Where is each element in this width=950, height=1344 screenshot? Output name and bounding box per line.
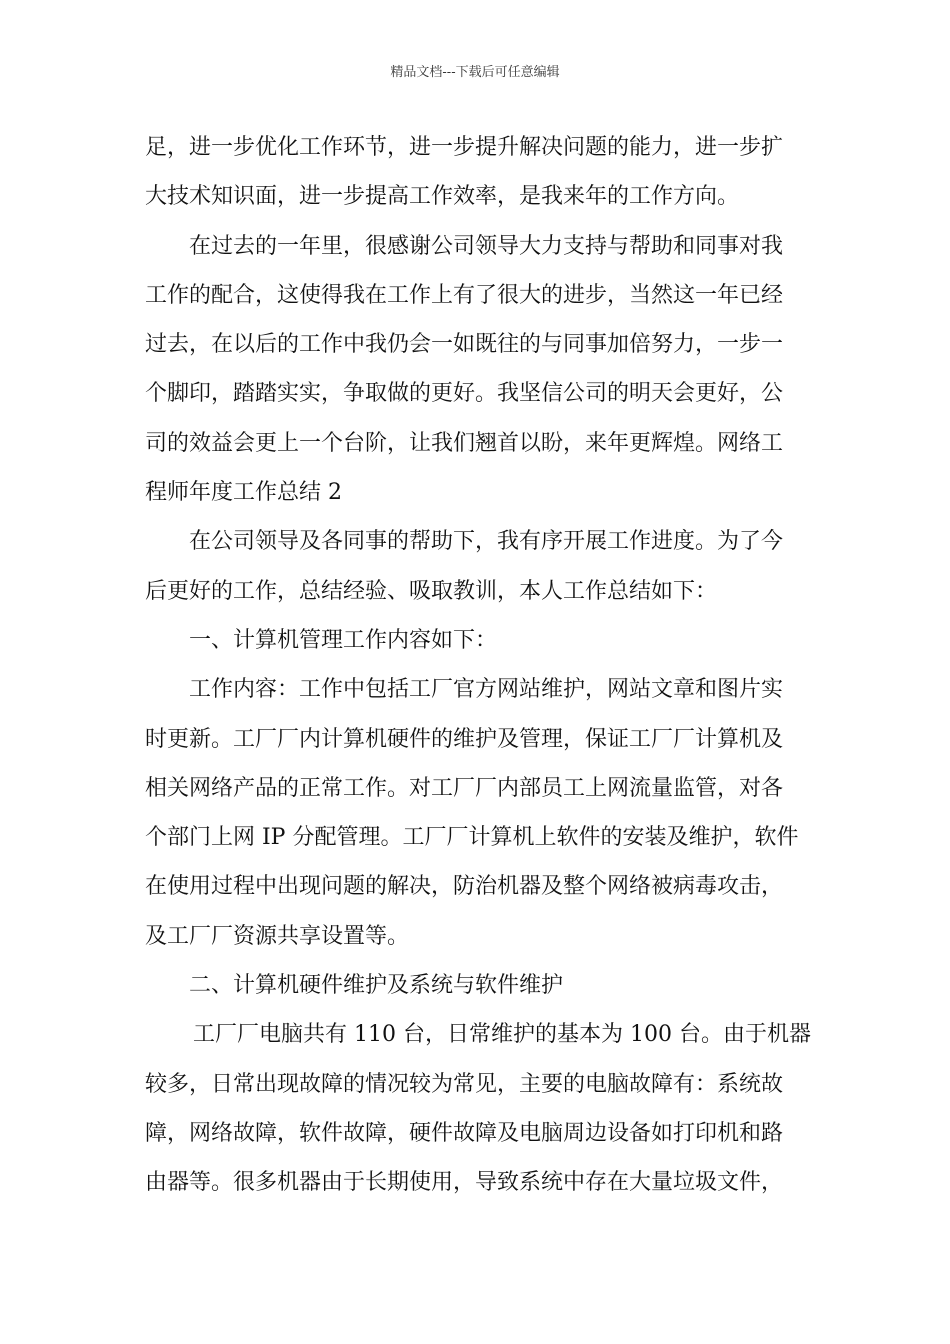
text-line: 工作的配合，这使得我在工作上有了很大的进步，当然这一年已经 [145, 282, 784, 308]
text-line: 及工厂厂资源共享设置等。 [145, 923, 410, 949]
text-line: 相关网络产品的正常工作。对工厂厂内部员工上网流量监管，对各 [145, 775, 784, 801]
text-line: 大技术知识面，进一步提高工作效率，是我来年的工作方向。 [145, 184, 740, 210]
text-line: 足，进一步优化工作环节，进一步提升解决问题的能力，进一步扩 [145, 135, 784, 160]
text-line: 过去，在以后的工作中我仍会一如既往的与同事加倍努力，一步一 [145, 332, 784, 358]
page-header: 精品文档---下载后可任意编辑 [390, 65, 560, 80]
text-line: 时更新。工厂厂内计算机硬件的维护及管理，保证工厂厂计算机及 [145, 726, 784, 752]
section-heading: 二、计算机硬件维护及系统与软件维护 [189, 973, 564, 999]
text-line: 个部门上网 IP 分配管理。工厂厂计算机上软件的安装及维护，软件 [145, 825, 799, 851]
text-line: 个脚印，踏踏实实，争取做的更好。我坚信公司的明天会更好，公 [145, 381, 784, 407]
document-body [145, 123, 809, 1208]
text-line: 后更好的工作，总结经验、吸取教训，本人工作总结如下： [145, 578, 718, 604]
paragraph-start-line: 工厂厂电脑共有 110 台，日常维护的基本为 100 台。由于机器 [193, 1022, 811, 1048]
paragraph-start-line: 在过去的一年里，很感谢公司领导大力支持与帮助和同事对我 [189, 233, 784, 259]
text-line: 司的效益会更上一个台阶，让我们翘首以盼，来年更辉煌。网络工 [145, 430, 784, 456]
text-line: 由器等。很多机器由于长期使用，导致系统中存在大量垃圾文件， [145, 1170, 784, 1196]
section-heading: 一、计算机管理工作内容如下： [189, 627, 498, 653]
paragraph-start-line: 在公司领导及各同事的帮助下，我有序开展工作进度。为了今 [189, 529, 784, 555]
text-line: 程师年度工作总结 2 [145, 480, 342, 506]
paragraph-start-line: 工作内容：工作中包括工厂官方网站维护，网站文章和图片实 [189, 677, 784, 703]
text-line: 较多，日常出现故障的情况较为常见，主要的电脑故障有：系统故 [145, 1071, 784, 1097]
text-line: 障，网络故障，软件故障，硬件故障及电脑周边设备如打印机和路 [145, 1120, 784, 1146]
text-line: 在使用过程中出现问题的解决，防治机器及整个网络被病毒攻击， [145, 874, 784, 900]
